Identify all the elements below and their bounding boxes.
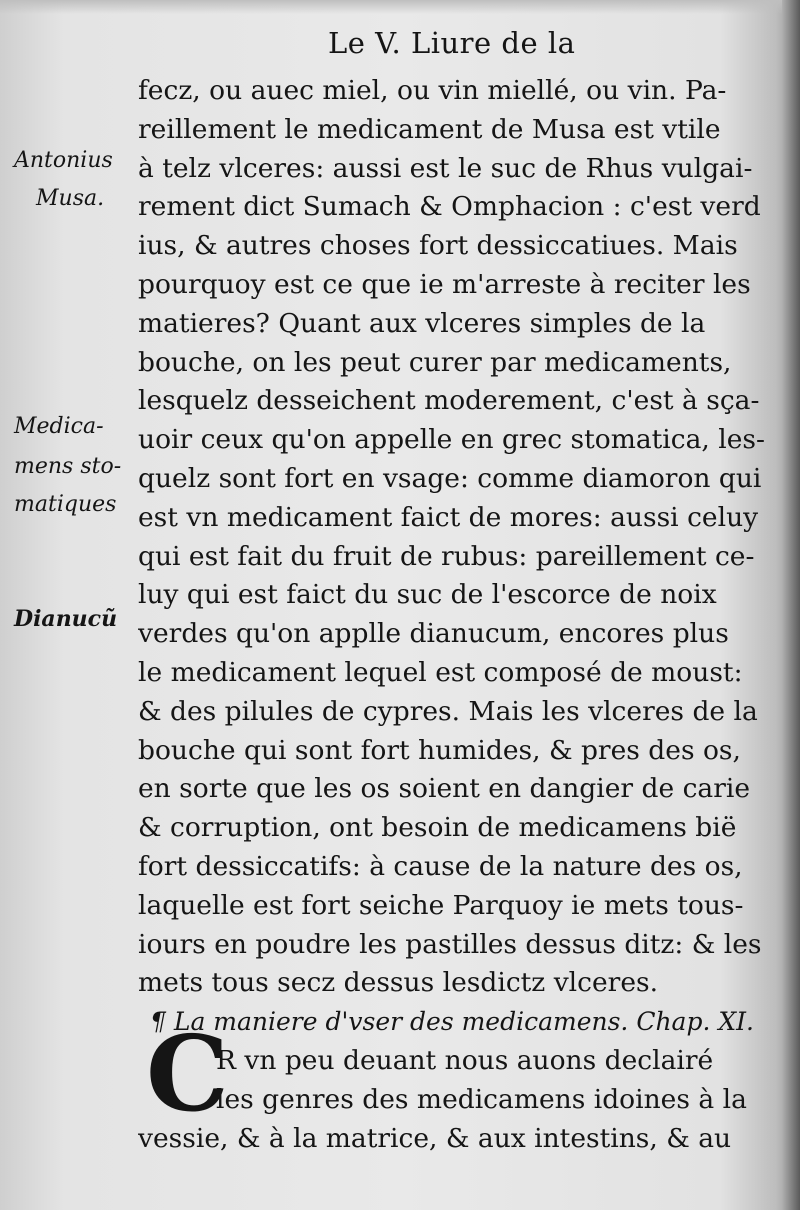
text-line: reillement le medicament de Musa est vtile	[138, 113, 721, 145]
text-line: verdes qu'on applle dianucum, encores plus	[138, 618, 729, 650]
margin-note-medica: Medica-	[14, 414, 104, 439]
text-line: les genres des medicamens idoines à la	[216, 1083, 747, 1115]
text-line: bouche, on les peut curer par medicaments,	[138, 346, 732, 378]
running-header: Le V. Liure de la	[328, 26, 576, 60]
text-line: ius, & autres choses fort dessiccatiues. Mais	[138, 230, 738, 262]
text-line: fecz, ou auec miel, ou vin miellé, ou vin. Pa-	[138, 75, 727, 106]
text-line: & des pilules de cypres. Mais les vlceres de la	[138, 695, 758, 727]
text-line: en sorte que les os soient en dangier de carie	[138, 773, 751, 805]
text-line: bouche qui sont fort humides, & pres des os,	[138, 734, 741, 766]
text-line: iours en poudre les pastilles dessus ditz: & les	[138, 928, 762, 960]
main-text-block	[138, 72, 770, 1158]
text-line: vessie, & à la matrice, & aux intestins, & au	[138, 1122, 732, 1154]
margin-note-antonius: Antonius	[14, 148, 113, 173]
text-line: luy qui est faict du suc de l'escorce de noix	[138, 579, 717, 611]
margin-note-musa: Musa.	[36, 186, 105, 211]
text-line: le medicament lequel est composé de moust:	[138, 656, 743, 688]
text-line: matieres? Quant aux vlceres simples de la	[138, 307, 706, 339]
text-line: uoir ceux qu'on appelle en grec stomatica, les-	[138, 424, 765, 456]
margin-notes	[14, 0, 144, 1210]
margin-note-matiques: matiques	[14, 492, 117, 517]
text-line: fort dessiccatifs: à cause de la nature des os,	[138, 850, 743, 882]
page-gutter-edge	[782, 0, 800, 1210]
margin-note-dianucum: Dianucũ	[14, 606, 118, 632]
text-line: qui est fait du fruit de rubus: pareillement ce-	[138, 540, 755, 572]
text-line: quelz sont fort en vsage: comme diamoron qui	[138, 462, 762, 494]
text-line: lesquelz desseichent moderement, c'est à sça-	[138, 385, 760, 417]
text-line: rement dict Sumach & Omphacion : c'est verd	[138, 191, 761, 223]
drop-cap: C	[146, 1012, 229, 1135]
text-line: laquelle est fort seiche Parquoy ie mets tous-	[138, 889, 744, 921]
text-line: R vn peu deuant nous auons declairé	[216, 1044, 714, 1076]
text-line: pourquoy est ce que ie m'arreste à reciter les	[138, 268, 751, 300]
text-line: mets tous secz dessus lesdictz vlceres.	[138, 967, 659, 999]
margin-note-mens-sto: mens sto-	[14, 454, 122, 479]
text-line: est vn medicament faict de mores: aussi celuy	[138, 501, 759, 533]
chapter-heading: ¶ La maniere d'vser des medicamens. Chap. XI.	[150, 1007, 754, 1037]
text-line: à telz vlceres: aussi est le suc de Rhus vulgai-	[138, 152, 753, 184]
text-line: & corruption, ont besoin de medicamens bië	[138, 812, 737, 844]
